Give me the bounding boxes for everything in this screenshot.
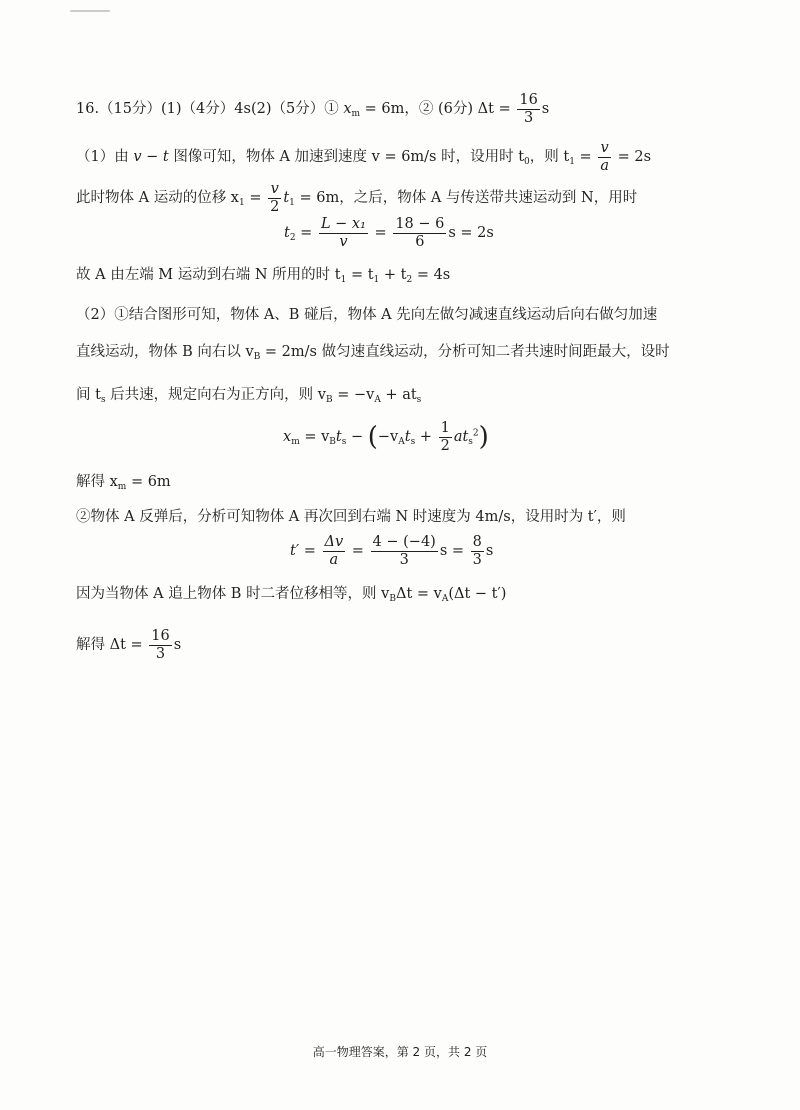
text: 此时物体 A 运动的位移 x — [76, 190, 239, 207]
fraction — [439, 420, 452, 454]
text: −v — [377, 429, 399, 446]
text: s = — [439, 543, 469, 560]
equation-t-prime — [290, 534, 493, 568]
sub: 0 — [524, 157, 530, 168]
summary-var: x — [343, 101, 352, 118]
fraction-numerator: Δv — [324, 534, 344, 550]
paragraph-7 — [76, 475, 171, 492]
text: s = 2s — [448, 225, 494, 242]
fraction — [268, 181, 281, 215]
fraction — [517, 92, 539, 126]
text: + t — [379, 267, 407, 283]
text: + — [415, 429, 437, 446]
sub: 2 — [289, 233, 296, 244]
text: 解得 x — [76, 474, 118, 490]
fraction-numerator: v — [598, 140, 611, 158]
text: = — [347, 543, 369, 560]
fraction-denominator: 3 — [523, 109, 534, 126]
fraction-numerator: 18 − 6 — [395, 216, 445, 232]
fraction — [393, 216, 446, 250]
fraction-denominator: 2 — [440, 437, 450, 454]
fraction-denominator: a — [600, 157, 609, 174]
text: = — [574, 149, 597, 166]
paragraph-4: （2）①结合图形可知，物体 A、B 碰后，物体 A 先向左做匀减速直线运动后向右做匀加速 — [76, 307, 658, 323]
sub: m — [291, 437, 300, 448]
text: = 6m — [126, 474, 171, 490]
fraction — [598, 140, 611, 174]
fraction-numerator: 16 — [519, 92, 538, 108]
paragraph-3 — [76, 268, 450, 285]
paragraph-6 — [76, 388, 421, 405]
fraction-denominator: 3 — [155, 645, 166, 662]
summary-text: 16.（15分）(1)（4分）4s(2)（5分）① — [76, 101, 344, 118]
sub: B — [253, 352, 261, 362]
sub: A — [374, 395, 381, 405]
var: at — [453, 429, 469, 446]
sub: m — [117, 482, 127, 492]
text: = −v — [332, 387, 375, 403]
paragraph-10 — [76, 628, 181, 662]
right-paren: ) — [478, 422, 489, 453]
text: (Δt − t′) — [448, 586, 507, 602]
var: x — [283, 429, 292, 446]
equation-t2 — [284, 216, 494, 250]
sub: A — [398, 437, 405, 448]
paragraph-5 — [76, 345, 670, 362]
text: = 4s — [412, 267, 451, 283]
fraction — [371, 534, 438, 568]
sub: 1 — [373, 275, 380, 285]
text: 图像可知，物体 A 加速到速度 v = 6m/s 时，设用时 t — [168, 149, 525, 166]
fraction-denominator: v — [339, 233, 348, 250]
text: + at — [380, 387, 417, 403]
equation-xm — [283, 420, 489, 454]
sub: s — [410, 437, 416, 448]
var: t — [404, 429, 411, 446]
summary-sub: m — [351, 109, 361, 120]
text: = 2m/s 做匀速直线运动，分析可知二者共速时间距最大，设时 — [260, 344, 670, 360]
text: 直线运动，物体 B 向右以 v — [76, 344, 254, 360]
sub: B — [329, 437, 336, 448]
fraction — [471, 534, 484, 568]
left-paren: ( — [367, 422, 378, 453]
text: s — [485, 543, 494, 560]
text: = t — [346, 267, 374, 283]
paragraph-9 — [76, 587, 506, 604]
var: t — [283, 190, 290, 207]
paragraph-2 — [76, 181, 637, 215]
fraction — [149, 628, 171, 662]
text: = — [299, 543, 321, 560]
text: ，则 t — [529, 149, 570, 166]
sub: 1 — [289, 198, 295, 209]
sub: B — [389, 594, 396, 604]
text: = — [369, 225, 392, 242]
text: = 2s — [612, 149, 652, 166]
text: Δt = v — [396, 586, 442, 602]
paragraph-8: ②物体 A 反弹后，分析可知物体 A 再次回到右端 N 时速度为 4m/s，设用时为 t′，则 — [76, 509, 626, 525]
var: t′ — [290, 543, 300, 560]
scan-mark — [70, 10, 110, 12]
fraction-numerator: L − x₁ — [320, 216, 366, 232]
text: （1）由 — [76, 149, 134, 166]
fraction-numerator: 16 — [151, 628, 170, 644]
sub: s — [341, 437, 347, 448]
var: t — [335, 429, 342, 446]
sub: A — [441, 594, 449, 604]
sub: s — [100, 395, 106, 405]
vt-graph-label: v − t — [133, 149, 169, 166]
text: 因为当物体 A 追上物体 B 时二者位移相等，则 v — [76, 586, 390, 602]
fraction — [319, 216, 368, 250]
text: − — [346, 429, 368, 446]
sub: B — [325, 395, 333, 405]
text: 解得 Δt = — [76, 637, 148, 654]
answer-summary-line — [76, 92, 549, 126]
paragraph-1 — [76, 140, 651, 174]
fraction-numerator: v — [268, 181, 281, 199]
sub: 1 — [569, 157, 575, 168]
fraction-denominator: 3 — [399, 551, 409, 568]
sup: 2 — [472, 428, 479, 439]
fraction-denominator: 3 — [472, 551, 482, 568]
unit: s — [541, 101, 550, 118]
sub: 1 — [238, 198, 245, 209]
text: = — [244, 190, 267, 207]
text: = v — [299, 429, 330, 446]
unit: s — [173, 637, 182, 654]
page-footer: 高一物理答案，第 2 页，共 2 页 — [312, 1045, 488, 1059]
sub: s — [416, 395, 422, 405]
fraction-numerator: 4 − (−4) — [372, 534, 436, 550]
fraction-denominator: 2 — [270, 198, 280, 215]
text: = 6m，之后，物体 A 与传送带共速运动到 N，用时 — [294, 190, 638, 207]
text: 故 A 由左端 M 运动到右端 N 所用的时 t — [76, 267, 341, 283]
text: 间 t — [76, 387, 101, 403]
fraction-denominator: 6 — [415, 233, 425, 250]
sub: 1 — [340, 275, 347, 285]
text: 后共速，规定向右为正方向，则 v — [105, 387, 326, 403]
summary-text-2: = 6m，② (6分) Δt = — [360, 101, 516, 118]
sub: s — [468, 437, 473, 448]
text: = — [295, 225, 317, 242]
sub: 2 — [406, 275, 413, 285]
fraction — [323, 534, 346, 568]
fraction-numerator: 8 — [472, 534, 482, 550]
fraction-denominator: a — [329, 551, 339, 568]
var: t — [284, 225, 290, 242]
fraction-numerator: 1 — [440, 420, 450, 436]
